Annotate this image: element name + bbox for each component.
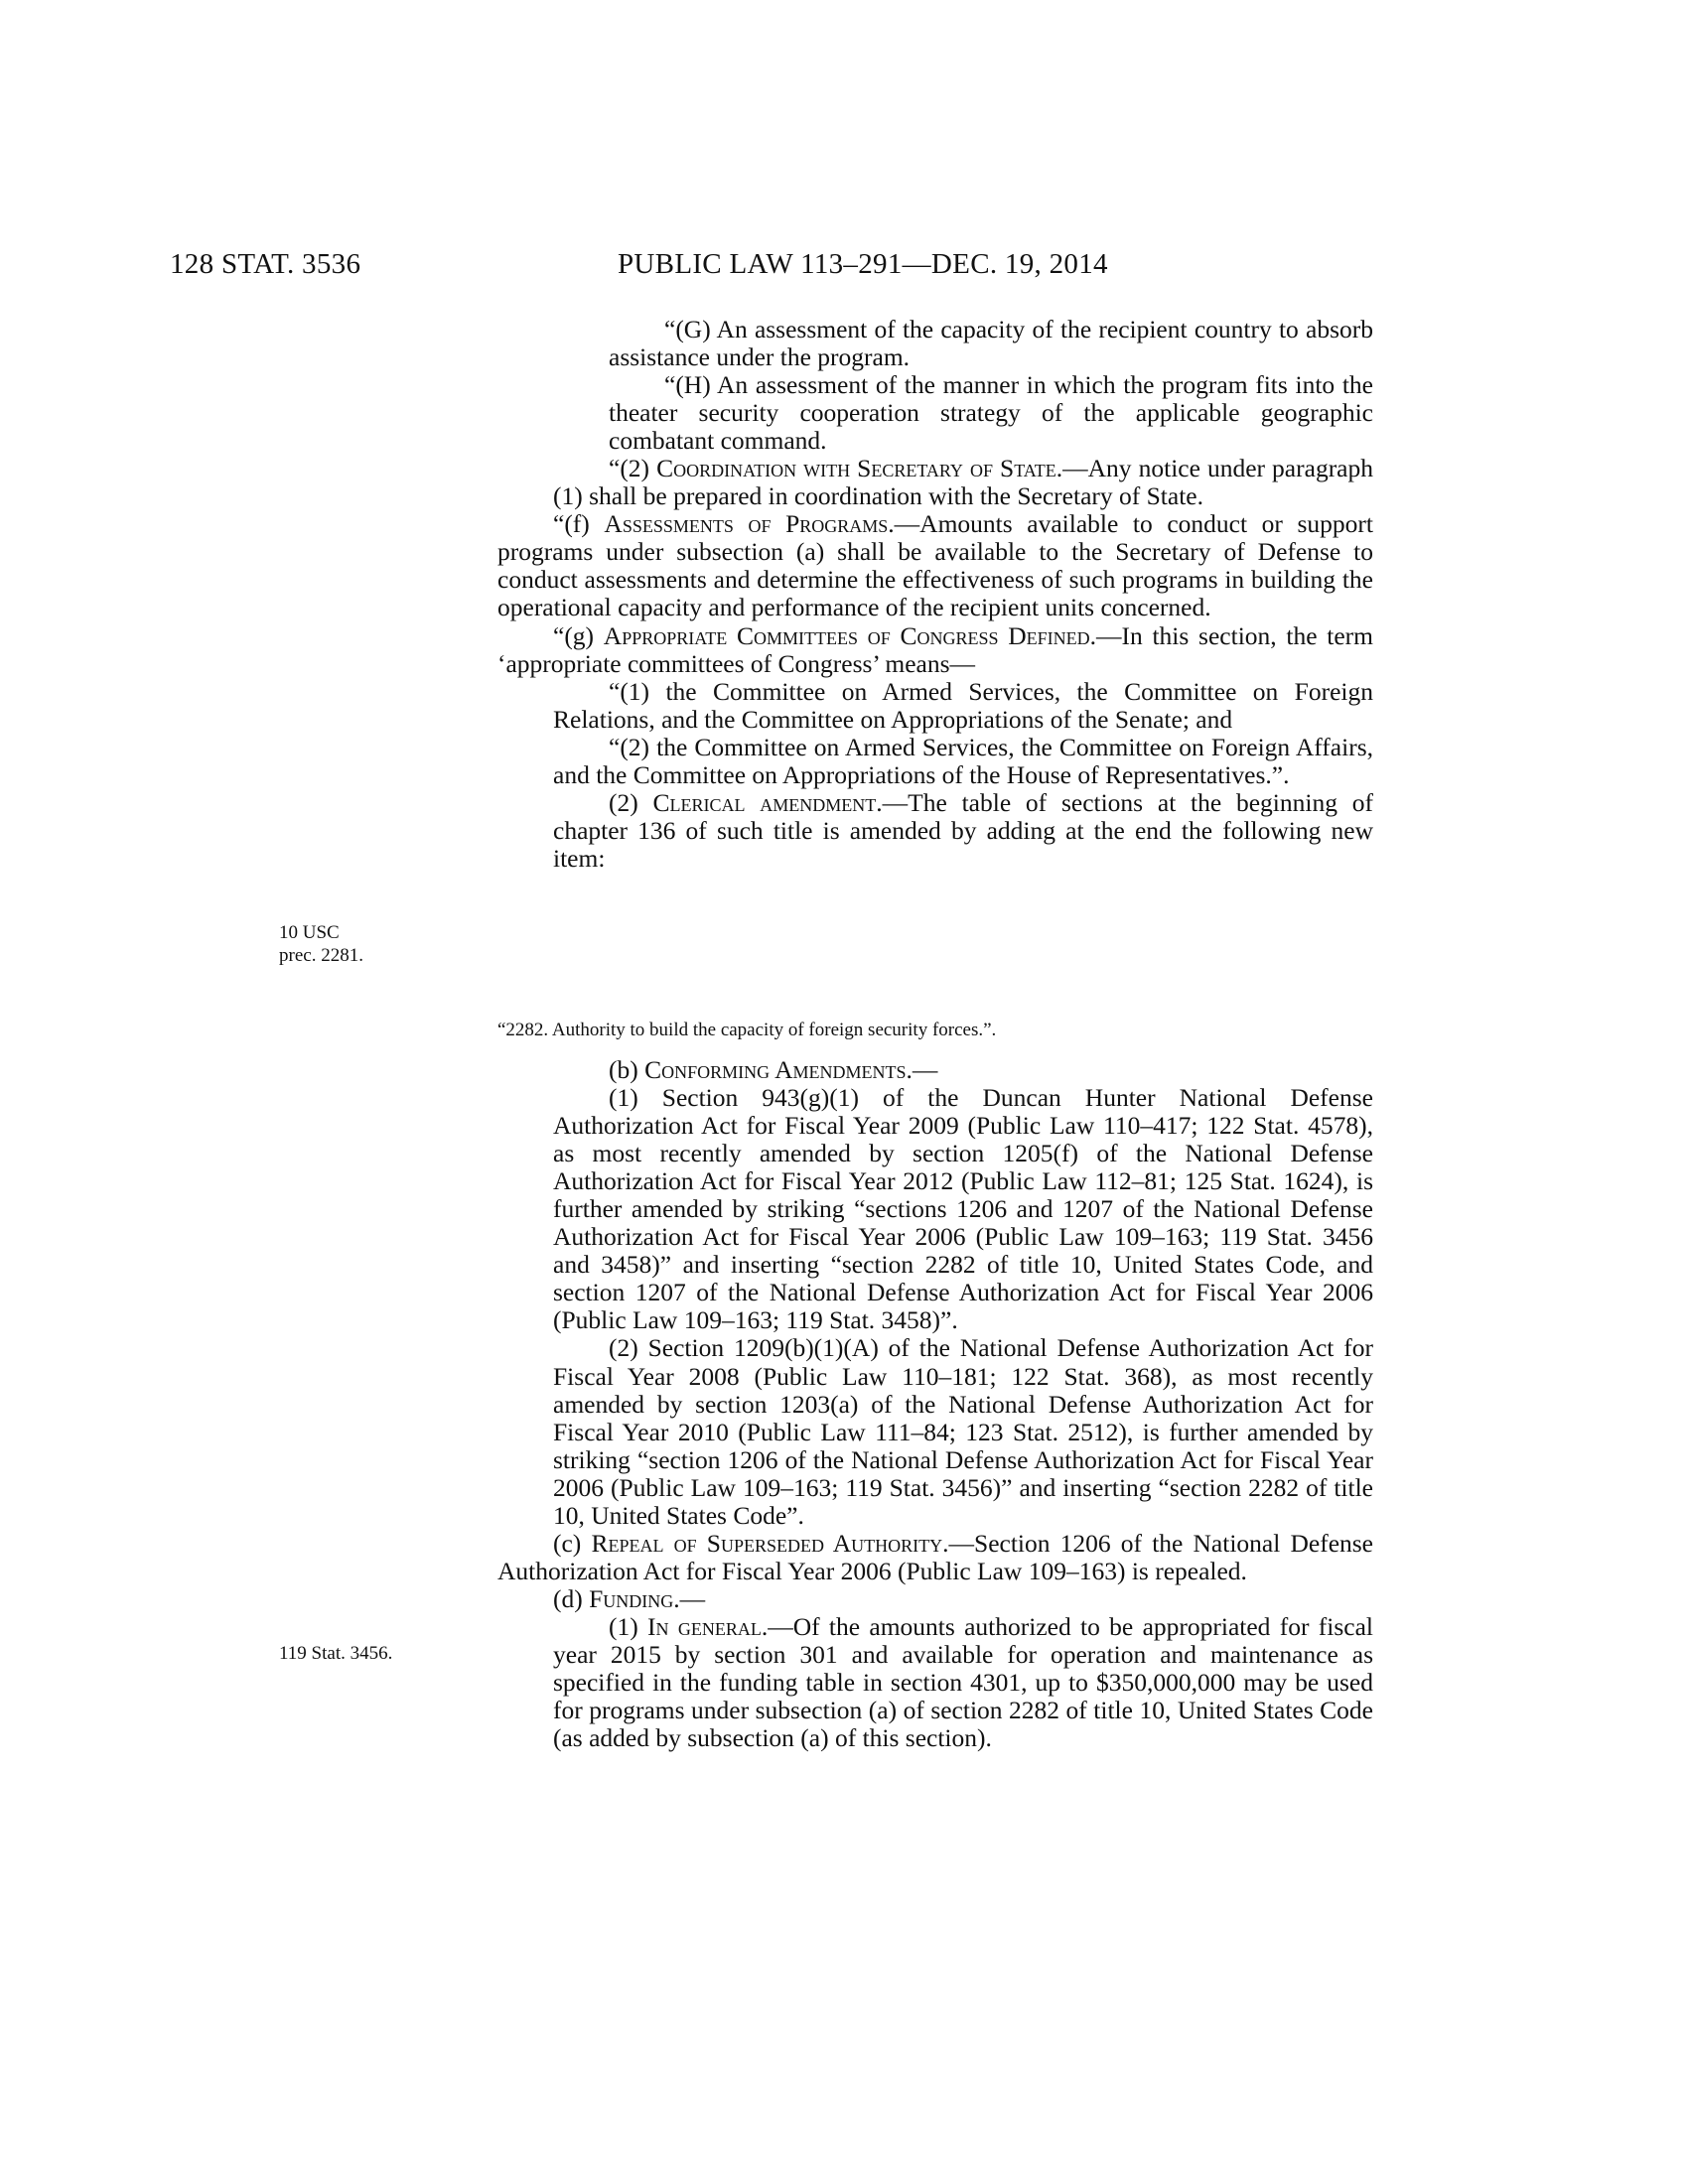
heading-repeal: Repeal of Superseded Authority (591, 1528, 943, 1558)
para-prefix: “(g) (553, 620, 604, 650)
paragraph-repeal (497, 1530, 1373, 1585)
heading-in-general: In general (647, 1611, 762, 1641)
para-prefix: (b) (609, 1055, 645, 1084)
para-prefix: (c) (553, 1528, 592, 1558)
running-header: PUBLIC LAW 113–291—DEC. 19, 2014 (618, 248, 1108, 280)
paragraph-conforming (497, 1056, 1373, 1084)
para-text: .—Any notice under paragraph (1) shall be prepared in coordination with the Secretary of State. (553, 454, 1373, 511)
paragraph-conforming-1: (1) Section 943(g)(1) of the Duncan Hunter National Defense Authorization Act for Fiscal Year 2009 (Public Law 110–417; 122 Stat. 4578), as most recently amended by section 1205(f) of the National Defense Authorization Act for Fiscal Year 2012 (Public Law 112–81; 125 Stat. 1624), is further amended by striking “sections 1206 and 1207 of the National Defense Authorization Act for Fiscal Year 2006 (Public Law 109–163; 119 Stat. 3456 and 3458)” and inserting “section 2282 of title 10, United States Code, and section 1207 of the National Defense Authorization Act for Fiscal Year 2006 (Public Law 109–163; 119 Stat. 3458)”. (553, 1083, 1373, 1335)
paragraph-conforming-2: (2) Section 1209(b)(1)(A) of the National Defense Authorization Act for Fiscal Year 2008 (Public Law 110–181; 122 Stat. 368), as most recently amended by section 1203(a) of the National Defense Authorization Act for Fiscal Year 2010 (Public Law 111–84; 123 Stat. 2512), is further amended by striking “section 1206 of the National Defense Authorization Act for Fiscal Year 2006 (Public Law 109–163; 119 Stat. 3456)” and inserting “section 2282 of title 10, United States Code”. (553, 1333, 1373, 1530)
margin-note-line: prec. 2281. (279, 945, 363, 966)
heading-assessments: Assessments of Programs (604, 509, 889, 539)
margin-note-stat (279, 1642, 392, 1665)
heading-funding: Funding (589, 1583, 674, 1613)
para-text: .— (906, 1055, 938, 1084)
paragraph-funding (497, 1585, 1373, 1613)
margin-note-usc (279, 921, 363, 967)
body-text-upper (497, 316, 1373, 873)
para-prefix: “(2) (609, 454, 657, 483)
paragraph-assessments (497, 510, 1373, 621)
paragraph-committees-senate: “(1) the Committee on Armed Services, the Committee on Foreign Relations, and the Committee on Appropriations of the Senate; and (553, 676, 1373, 734)
paragraph-committees (497, 622, 1373, 678)
margin-note-line: 119 Stat. 3456. (279, 1643, 393, 1664)
para-text: .—In this section, the term ‘appropriate committees of Congress’ means— (497, 620, 1373, 678)
page-stat-number: 128 STAT. 3536 (170, 248, 361, 280)
paragraph-clerical (497, 789, 1373, 873)
paragraph-funding-general (497, 1613, 1373, 1752)
para-text: .—Section 1206 of the National Defense Authorization Act for Fiscal Year 2006 (Public Law 109–163) is repealed. (497, 1528, 1374, 1585)
paragraph-coordination (497, 455, 1373, 510)
heading-coordination: Coordination with Secretary of State (656, 454, 1056, 483)
para-prefix: “(f) (553, 509, 605, 539)
table-of-sections-item: “2282. Authority to build the capacity of foreign security forces.”. (497, 1020, 997, 1040)
body-text-lower (497, 1056, 1373, 1752)
para-prefix: (2) (609, 787, 653, 817)
para-text: .— (673, 1583, 706, 1613)
paragraph-committees-house: “(2) the Committee on Armed Services, the Committee on Foreign Affairs, and the Committee on Appropriations of the House of Representatives.”. (553, 732, 1373, 789)
margin-note-line: 10 USC (279, 922, 340, 943)
para-text: .—Amounts available to conduct or support programs under subsection (a) shall be available to the Secretary of Defense to conduct assessments and determine the effectiveness of such programs in building the operational capacity and performance of the recipient units concerned. (497, 509, 1373, 622)
para-prefix: (d) (553, 1583, 590, 1613)
heading-conforming: Conforming Amendments (644, 1055, 907, 1084)
heading-committees: Appropriate Committees of Congress Defined (603, 620, 1090, 650)
para-text: .—Of the amounts authorized to be appropriated for fiscal year 2015 by section 301 and available for operation and maintenance as specified in the funding table in section 4301, up to $350,000,000 may be used for programs under subsection (a) of section 2282 of title 10, United States Code (as added by subsection (a) of this section). (553, 1611, 1373, 1753)
para-text: .—The table of sections at the beginning of chapter 136 of such title is amended by adding at the end the following new item: (553, 787, 1373, 873)
paragraph-h: “(H) An assessment of the manner in which the program fits into the theater security cooperation strategy of the applicable geographic combatant command. (609, 370, 1373, 456)
paragraph-g: “(G) An assessment of the capacity of the recipient country to absorb assistance under the program. (609, 315, 1373, 372)
para-prefix: (1) (609, 1611, 648, 1641)
heading-clerical: Clerical amendment (652, 787, 877, 817)
